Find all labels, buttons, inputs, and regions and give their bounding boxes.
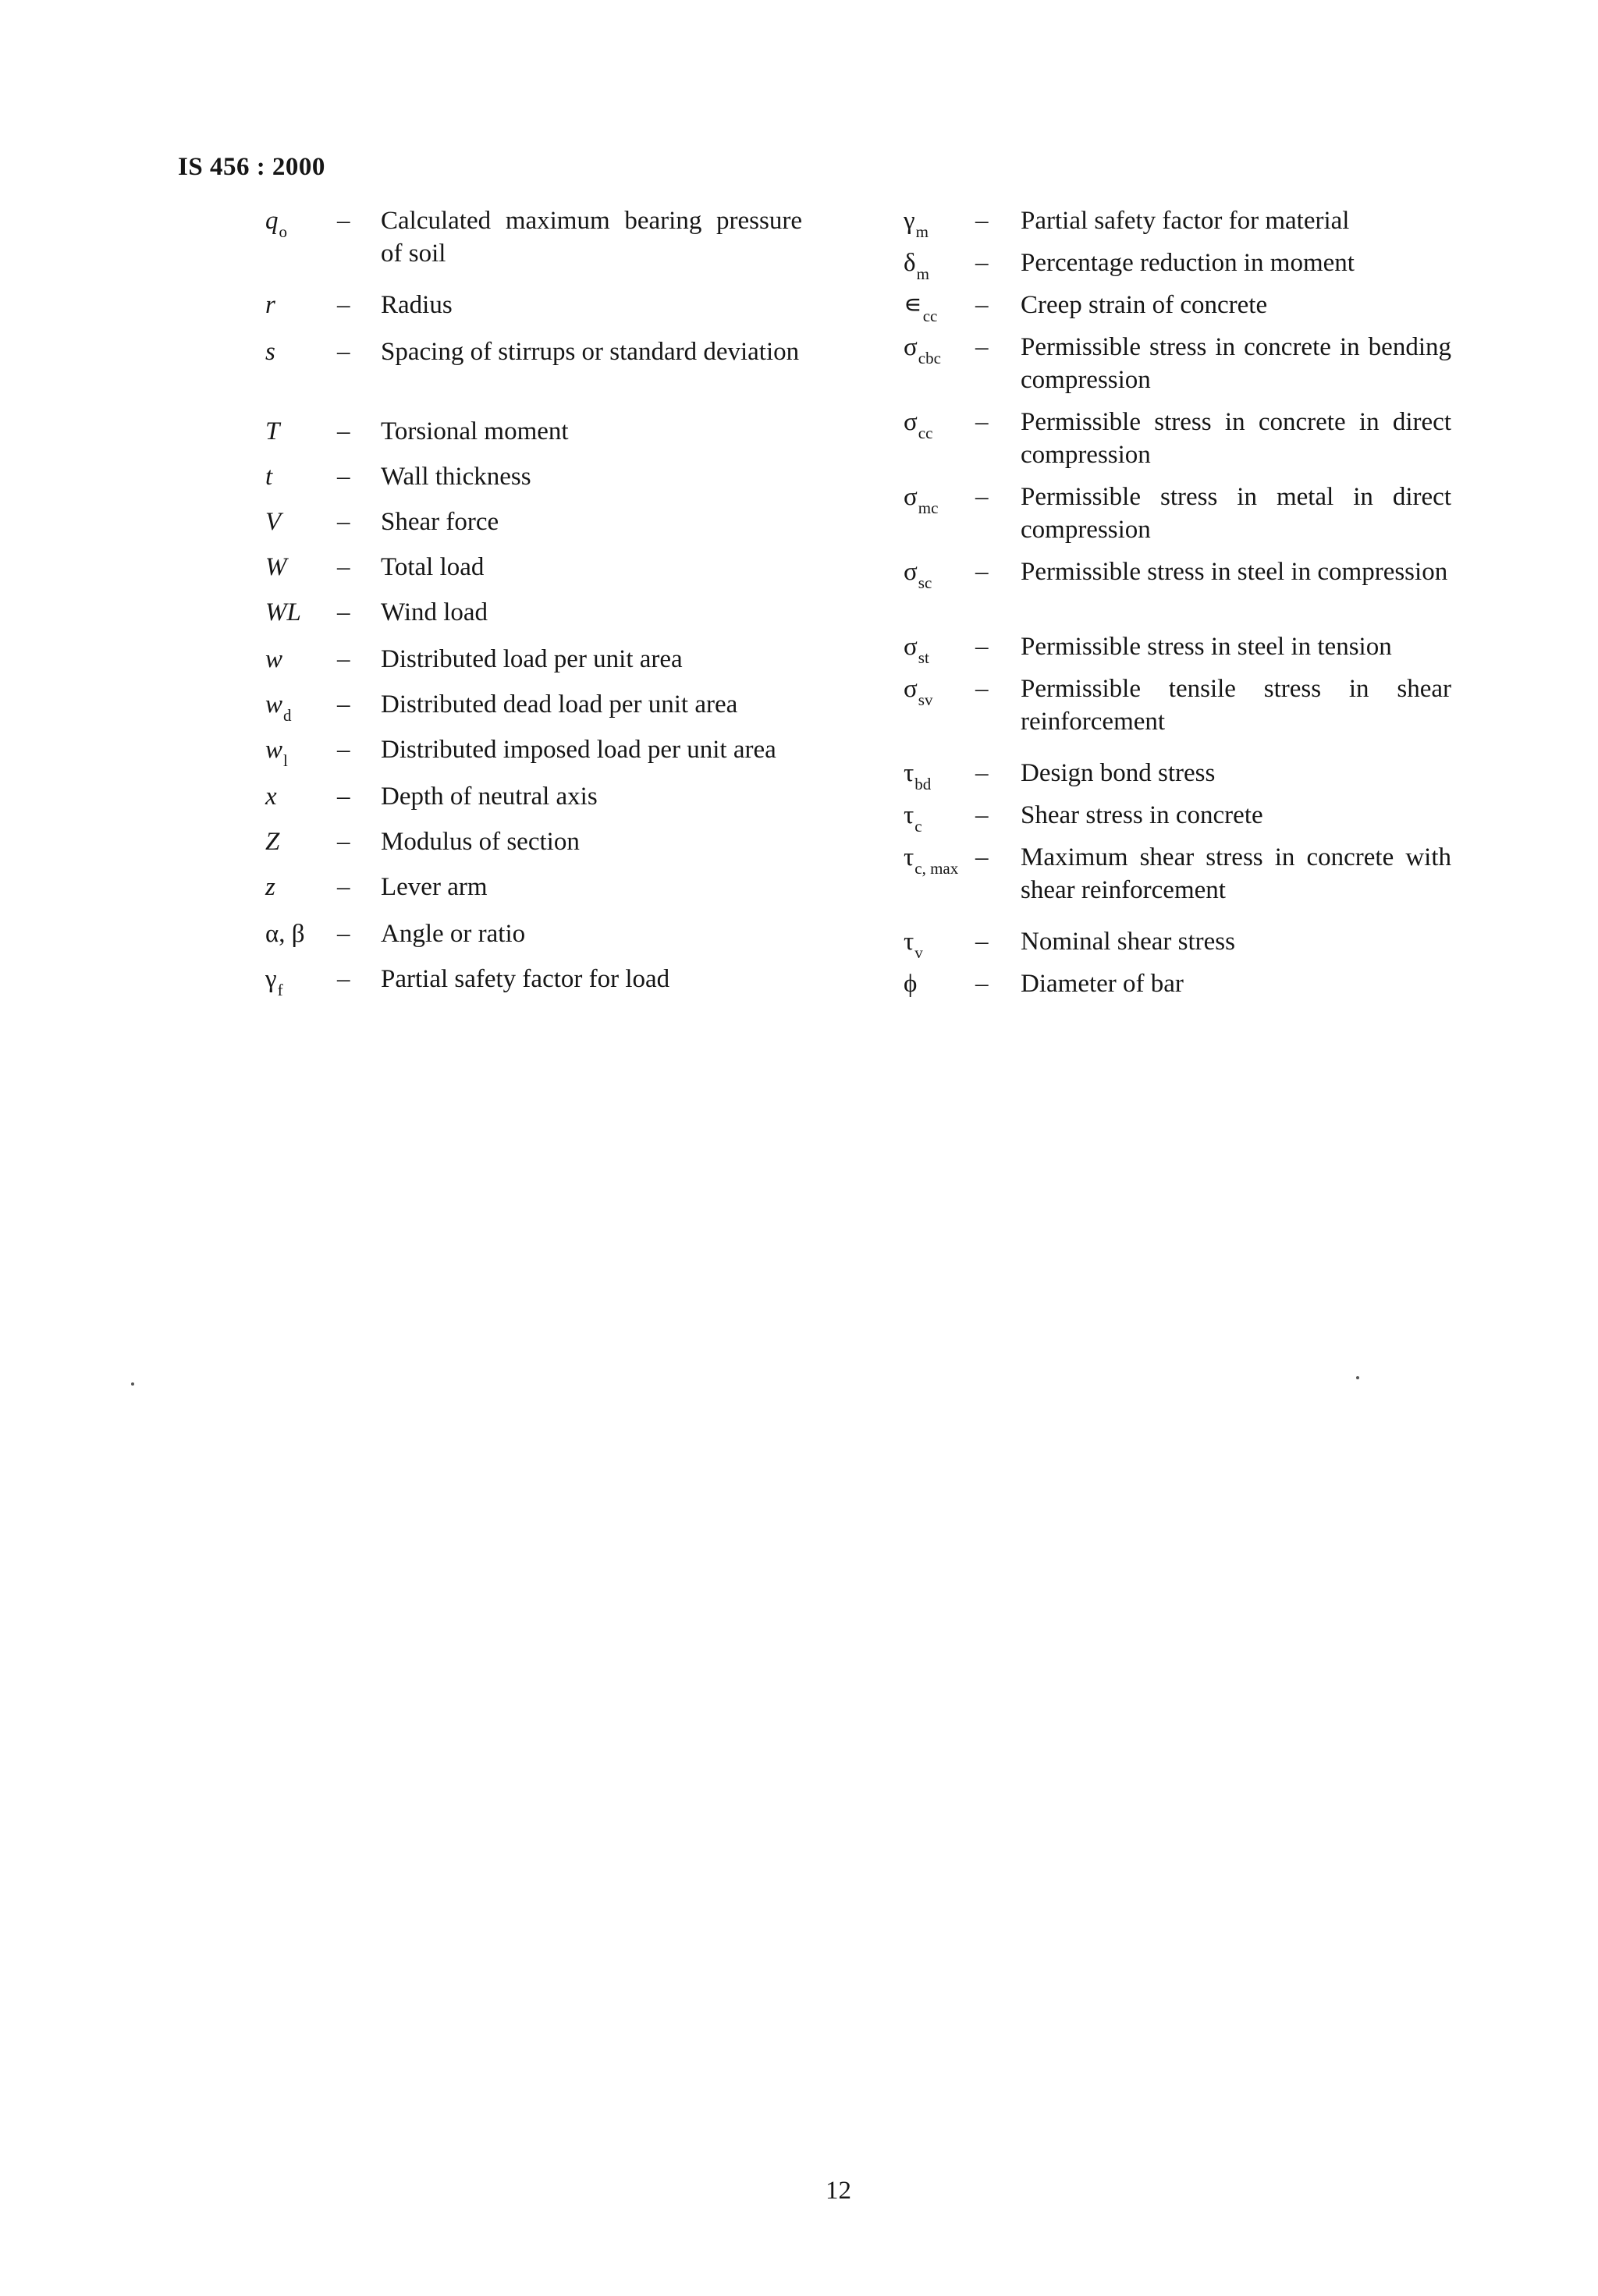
separator-dash: – (337, 828, 350, 856)
definition: Distributed dead load per unit area (381, 690, 738, 719)
separator-dash: – (337, 920, 350, 948)
symbol-main: r (265, 291, 275, 319)
definition: Distributed imposed load per unit area (381, 736, 776, 764)
symbol-main: σ (904, 333, 918, 361)
symbol-main: σ (904, 483, 918, 511)
definition: Radius (381, 291, 453, 319)
symbol-main: γ (904, 207, 915, 235)
definition: Shear stress in concrete (1021, 801, 1263, 829)
symbol-subscript: v (914, 943, 923, 962)
separator-dash: – (337, 207, 350, 235)
symbol-main: s (265, 338, 275, 366)
definition: Wind load (381, 598, 488, 626)
symbol-main: σ (904, 675, 918, 703)
symbol-subscript: mc (918, 499, 939, 517)
symbol-subscript: sv (918, 690, 933, 709)
symbol-subscript: cbc (918, 349, 941, 367)
symbol (265, 460, 336, 493)
symbol-main: z (265, 873, 275, 901)
symbol-subscript: f (277, 981, 283, 999)
symbol-main: τ (904, 928, 914, 956)
symbol (265, 335, 336, 368)
separator-dash: – (975, 249, 989, 277)
symbol (265, 780, 336, 813)
document-header: IS 456 : 2000 (178, 153, 325, 181)
symbol (904, 757, 974, 792)
symbol-main: τ (904, 843, 914, 871)
symbol-subscript: m (915, 222, 929, 241)
symbol-subscript: o (279, 222, 287, 241)
symbol (265, 506, 336, 538)
symbol-subscript: m (916, 264, 929, 283)
separator-dash: – (975, 633, 989, 661)
separator-dash: – (337, 463, 350, 491)
separator-dash: – (975, 759, 989, 787)
scan-speck (1356, 1376, 1359, 1379)
separator-dash: – (337, 291, 350, 319)
symbol (904, 247, 974, 282)
definition: Total load (381, 553, 485, 581)
symbol (265, 688, 336, 723)
symbol-main: t (265, 463, 273, 491)
definition: Permissible stress in concrete in direct compression (1021, 408, 1451, 469)
definition: Partial safety factor for material (1021, 207, 1350, 235)
symbol (904, 555, 974, 591)
separator-dash: – (975, 843, 989, 871)
definition: Permissible tensile stress in shear reinforcement (1021, 675, 1451, 736)
symbol-subscript: c (914, 817, 922, 836)
definition: Depth of neutral axis (381, 782, 598, 811)
symbol-main: WL (265, 598, 301, 626)
symbol-main: γ (265, 965, 277, 993)
separator-dash: – (337, 338, 350, 366)
definition: Diameter of bar (1021, 970, 1184, 998)
symbol (265, 963, 336, 998)
symbol (904, 289, 974, 324)
definition: Permissible stress in metal in direct compression (1021, 483, 1451, 544)
symbol (904, 799, 974, 834)
definition: Permissible stress in steel in tension (1021, 633, 1392, 661)
definition: Wall thickness (381, 463, 531, 491)
symbol-subscript: l (283, 751, 288, 770)
symbol-main: W (265, 553, 287, 581)
symbol (904, 481, 974, 516)
symbol (904, 967, 974, 1000)
symbol-main: ∊ (904, 291, 922, 319)
definition: Distributed load per unit area (381, 645, 683, 673)
definition: Nominal shear stress (1021, 928, 1235, 956)
definition: Torsional moment (381, 417, 569, 445)
definition: Design bond stress (1021, 759, 1216, 787)
symbol-main: q (265, 207, 279, 235)
separator-dash: – (975, 558, 989, 586)
definition: Permissible stress in steel in compression (1021, 558, 1448, 586)
separator-dash: – (975, 970, 989, 998)
separator-dash: – (337, 782, 350, 811)
definition: Permissible stress in concrete in bending compression (1021, 333, 1451, 394)
symbol-main: δ (904, 249, 916, 277)
symbol (904, 331, 974, 366)
symbol (904, 925, 974, 960)
symbol (265, 596, 336, 629)
symbol-main: w (265, 690, 283, 719)
symbol (904, 672, 974, 708)
separator-dash: – (337, 965, 350, 993)
separator-dash: – (337, 736, 350, 764)
separator-dash: – (975, 291, 989, 319)
symbol (265, 733, 336, 768)
scan-speck (131, 1382, 134, 1386)
symbol-main: τ (904, 801, 914, 829)
symbol-main: σ (904, 633, 918, 661)
definition: Modulus of section (381, 828, 580, 856)
symbol-subscript: bd (914, 775, 932, 793)
symbol-main: w (265, 736, 283, 764)
symbol-main: V (265, 508, 282, 536)
definition: Creep strain of concrete (1021, 291, 1268, 319)
definition: Shear force (381, 508, 499, 536)
separator-dash: – (975, 207, 989, 235)
symbol (265, 551, 336, 584)
symbol-subscript: sc (918, 573, 932, 592)
symbol-main: α, β (265, 920, 305, 948)
symbol (265, 204, 336, 240)
separator-dash: – (337, 553, 350, 581)
symbol-main: Z (265, 828, 280, 856)
separator-dash: – (975, 675, 989, 703)
separator-dash: – (975, 928, 989, 956)
separator-dash: – (975, 801, 989, 829)
separator-dash: – (337, 873, 350, 901)
symbol-main: w (265, 645, 283, 673)
definition: Angle or ratio (381, 920, 526, 948)
symbol-subscript: cc (918, 424, 933, 442)
symbol (265, 289, 336, 321)
symbol-subscript: d (283, 706, 292, 725)
symbol (265, 871, 336, 903)
separator-dash: – (337, 690, 350, 719)
symbol-subscript: st (918, 648, 929, 667)
symbol (904, 630, 974, 665)
symbol (265, 825, 336, 858)
symbol-main: σ (904, 408, 918, 436)
symbol (904, 841, 974, 876)
separator-dash: – (975, 483, 989, 511)
symbol (265, 917, 336, 950)
symbol (265, 415, 336, 448)
page-number: 12 (826, 2177, 851, 2205)
symbol-main: σ (904, 558, 918, 586)
symbol (265, 643, 336, 676)
definition: Percentage reduction in moment (1021, 249, 1355, 277)
definition: Spacing of stirrups or standard deviation (381, 338, 800, 366)
definition: Calculated maximum bearing pressure of soil (381, 207, 802, 268)
symbol-main: ϕ (904, 970, 918, 998)
symbol-subscript: cc (922, 307, 938, 325)
symbol (904, 204, 974, 240)
symbol-main: τ (904, 759, 914, 787)
symbol-subscript: c, max (914, 859, 959, 878)
separator-dash: – (337, 508, 350, 536)
definition: Maximum shear stress in concrete with shear reinforcement (1021, 843, 1451, 904)
symbol-main: x (265, 782, 277, 811)
definition: Partial safety factor for load (381, 965, 670, 993)
symbol-main: T (265, 417, 280, 445)
separator-dash: – (337, 417, 350, 445)
separator-dash: – (337, 598, 350, 626)
symbol (904, 406, 974, 441)
separator-dash: – (337, 645, 350, 673)
separator-dash: – (975, 408, 989, 436)
separator-dash: – (975, 333, 989, 361)
definition: Lever arm (381, 873, 488, 901)
